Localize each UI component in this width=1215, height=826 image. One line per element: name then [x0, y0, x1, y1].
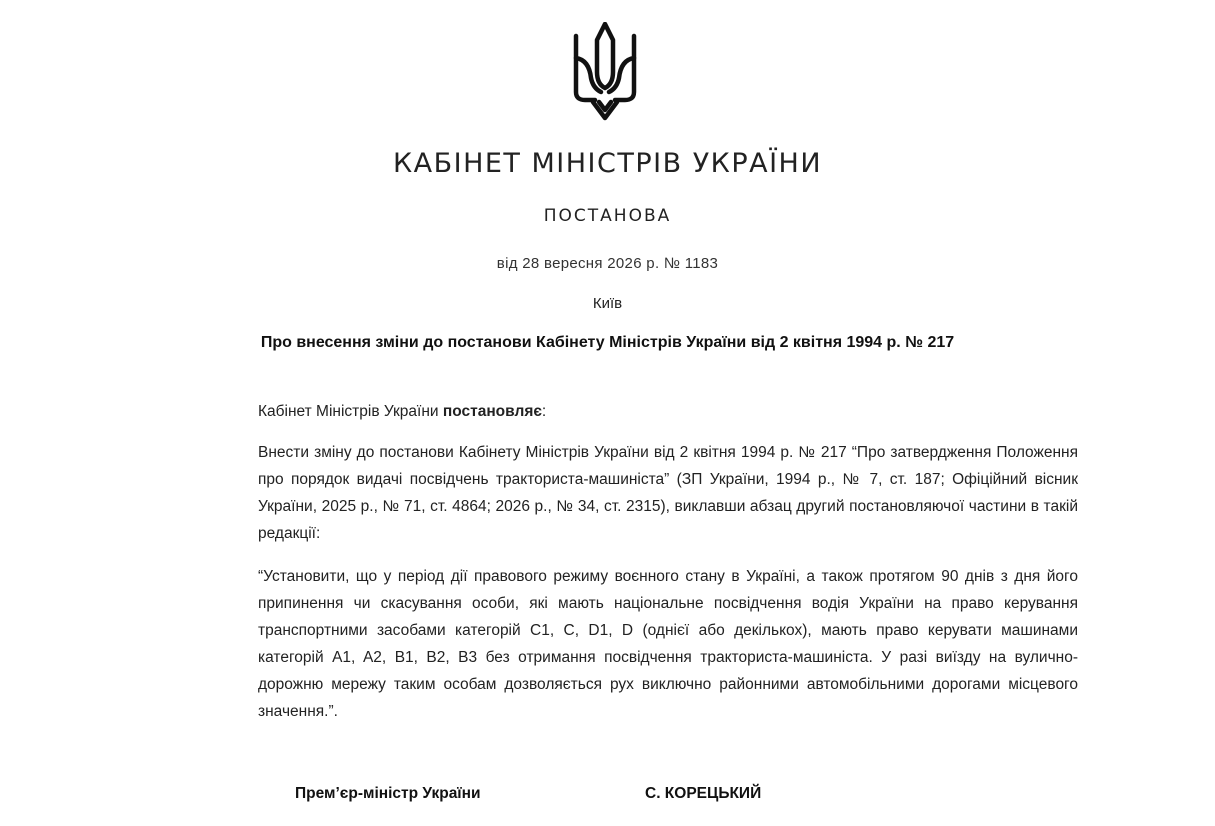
trident-emblem-icon: [571, 22, 639, 122]
signatory-name: С. КОРЕЦЬКИЙ: [645, 785, 762, 802]
intro-bold: постановляє: [442, 403, 542, 420]
signatory-position: Прем’єр-міністр України: [295, 785, 481, 802]
document-subject: Про внесення зміни до постанови Кабінету Міністрів України від 2 квітня 1994 р. № 217: [260, 334, 955, 351]
document-place: Київ: [592, 295, 623, 312]
document-type: ПОСТАНОВА: [543, 206, 672, 226]
intro-suffix: :: [541, 403, 547, 420]
organization-title: КАБІНЕТ МІНІСТРІВ УКРАЇНИ: [392, 148, 823, 179]
intro-paragraph: [258, 398, 1078, 425]
amended-text-paragraph: “Установити, що у період дії правового режиму воєнного стану в Україні, а також протягом 90 днів з дня його припинення чи скасування особи, які мають національне посвідчення водія України на право керування транспортними засобами категорій C1, C, D1, D (однієї або декількох), мають право керувати машинами категорій A1, A2, B1, B2, B3 без отримання посвідчення тракториста-машиніста. У разі виїзду на вулично-дорожню мережу таким особам дозволяється рух виключно районними автомобільними дорогами місцевого значення.”.: [258, 568, 1078, 720]
document-date: від 28 вересня 2026 р. № 1183: [496, 255, 719, 272]
amendment-paragraph: Внести зміну до постанови Кабінету Міністрів України від 2 квітня 1994 р. № 217 “Про затвердження Положення про порядок видачі посвідчень тракториста-машиніста” (ЗП України, 1994 р., № 7, ст. 187; Офіційний вісник України, 2025 р., № 71, ст. 4864; 2026 р., № 34, ст. 2315), виклавши абзац другий постановляючої частини в такій редакції:: [258, 444, 1078, 542]
intro-prefix: Кабінет Міністрів України: [258, 403, 443, 420]
